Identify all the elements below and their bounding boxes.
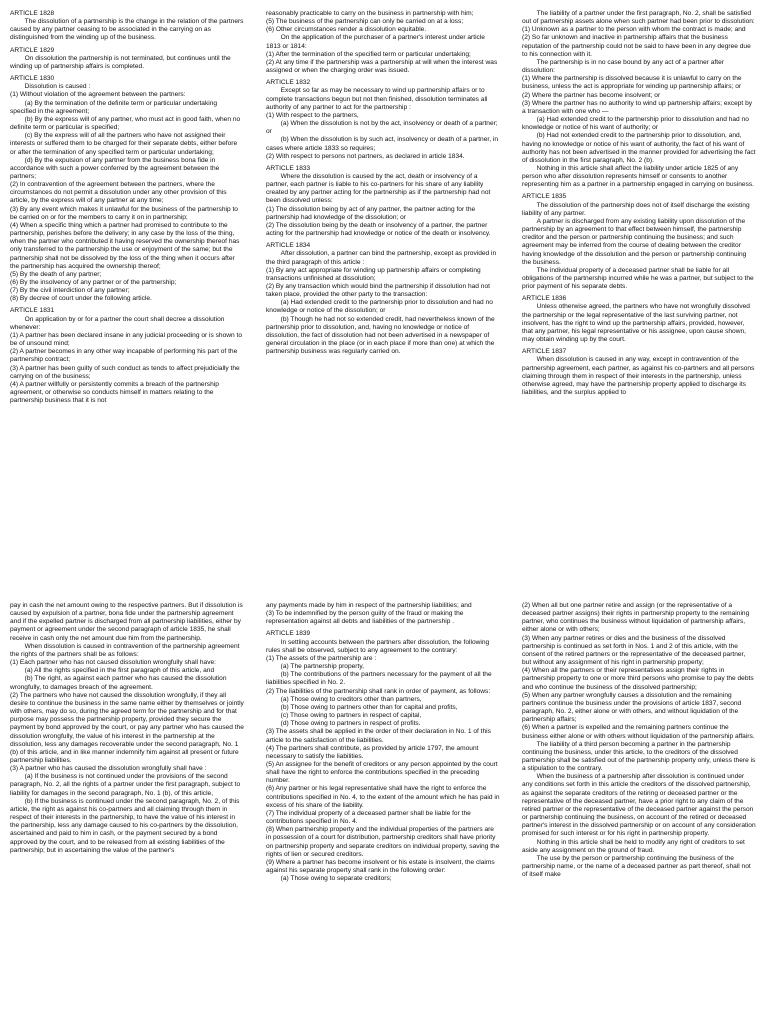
paragraph: The dissolution of a partnership is the change in the relation of the partners caused by any partner ceasing to be associated in the carrying on as distinguished from the winding up of the business. — [10, 18, 246, 42]
paragraph: After dissolution, a partner can bind the partnership, except as provided in the third paragraph of this article : — [266, 250, 499, 266]
paragraph: (1) With respect to the partners, — [266, 111, 359, 119]
paragraph: (a) The partnership property, — [266, 663, 364, 671]
paragraph: (5) By the death of any partner; — [10, 270, 102, 278]
text-column-6 — [512, 602, 768, 1016]
paragraph: (2) The dissolution being by the death or insolvency of a partner, the partner acting for the partnership had knowledge or notice of the death or insolvency. — [266, 221, 491, 238]
paragraph: (a) Had extended credit to the partnership prior to dissolution and had no knowledge or notice of the dissolution; or — [266, 299, 495, 315]
paragraph: (1) Without violation of the agreement between the partners: — [10, 91, 186, 99]
paragraph: (1) By any act appropriate for winding up partnership affairs or completing transactions unfinished at dissolution; — [266, 266, 483, 282]
paragraph: (b) By the express will of any partner, who must act in good faith, when no definite term or particular is specified; — [10, 115, 243, 132]
paragraph: Dissolution is caused : — [10, 83, 91, 91]
paragraph: (b) The contributions of the partners necessary for the payment of all the liabilities specified in No. 2. — [266, 671, 494, 687]
paragraph: (a) When the dissolution is not by the act, insolvency or death of a partner; or — [266, 120, 500, 136]
text-column-3 — [512, 10, 768, 582]
paragraph: (3) By any event which makes it unlawful for the business of the partnership to be carried on or for the members to carry it on in partnership; — [10, 205, 240, 221]
paragraph: (b) The right, as against each partner who has caused the dissolution wrongfully, to damages breach of the agreement. — [10, 675, 229, 691]
paragraph: (3) To be indemnified by the person guilty of the fraud or making the representation against all debts and liabilities of the partnership . — [266, 610, 466, 626]
paragraph: (2) When all but one partner retire and assign (or the representative of a deceased partner assigns) their rights in partnership property to the remaining partner, who continues the business without liquidation of partnership affairs, either alone or with others; — [522, 602, 752, 634]
paragraph: The dissolution of the partnership does not of itself discharge the existing liability of any partner. — [522, 201, 752, 217]
article-heading: ARTICLE 1830 — [10, 75, 55, 83]
paragraph: Nothing in this article shall affect the liability under article 1825 of any person who after dissolution represents himself or consents to another representing him as a partner in a partnership engaged in carrying on business. — [522, 164, 755, 189]
text-column-2 — [256, 10, 512, 582]
paragraph: (6) By the insolvency of any partner or of the partnership; — [10, 279, 177, 286]
article-heading: ARTICLE 1832 — [266, 79, 311, 87]
paragraph: The liability of a third person becoming a partner in the partnership continuing the business, under this article, to the creditors of the dissolved partnership shall be satisfied out of the partnership property only, unless there is a stipulation to the contrary. — [522, 740, 758, 773]
paragraph: The use by the person or partnership continuing the business of the partnership name, or the name of a deceased partner as part thereof, shall not of itself make — [522, 854, 753, 879]
paragraph: When dissolution is caused in any way, except in contravention of the partnership agreement, each partner, as against his co-partners and all persons claiming through them in respect of their interests in the partnership, unless otherwise agreed, may have the partnership property applied to discharge its liabilities, and the surplus applied to — [522, 356, 757, 397]
paragraph: When the business of a partnership after dissolution is continued under any conditions set forth in this article the creditors of the dissolved partnership, as against the separate creditors of the retiring or deceased partner or the representative of the deceased partner, have a prior right to any claim of the retired partner or the representative of the deceased partner against the person or partnership continuing the business, on account of the retired or deceased partner's interest in the dissolved partnership or on account of any consideration promised for such interest or for his right in partnership property. — [522, 773, 758, 838]
paragraph: (2) By any transaction which would bind the partnership if dissolution had not taken place, provided the other party to the transaction: — [266, 283, 492, 299]
paragraph: (1) The assets of the partnership are : — [266, 654, 377, 662]
paragraph: (8) By decree of court under the following article. — [10, 295, 152, 303]
paragraph: (a) Those owing to separate creditors; — [266, 875, 392, 883]
paragraph: (a) All the rights specified in the first paragraph of this article, and — [10, 667, 215, 675]
paragraph: (2) At any time if the partnership was a partnership at will when the interest was assigned or when the charging order was issued. — [266, 58, 500, 75]
paragraph: The partnership is in no case bound by any act of a partner after dissolution: — [522, 58, 726, 75]
paragraph: (2) The partners who have not caused the dissolution wrongfully, if they all desire to continue the business in the same name either by themselves or jointly with others, may do so, during the agreed term for the partnership and for that purpose may possess the partnership property, provided they secure the payment by bond approved by the court, or pay any partner who has caused the dissolution wrongfully, the value of his interest in the partnership at the dissolution, less any damages recoverable under the second paragraph, No. 1 (b) of this article, and in like manner indemnify him against all present or future partnership liabilities. — [10, 691, 246, 764]
article-heading: ARTICLE 1835 — [522, 193, 567, 201]
paragraph: (6) Other circumstances render a dissolution equitable. — [266, 26, 427, 34]
paragraph: (a) Had extended credit to the partnership prior to dissolution and had no knowledge or notice of his want of authority; or — [522, 116, 751, 132]
paragraph: (a) Those owing to creditors other than partners, — [266, 695, 422, 703]
page-top-half — [0, 10, 768, 582]
paragraph: Where the dissolution is caused by the act, death or insolvency of a partner, each partner is liable to his co-partners for his share of any liability created by any partner acting for the partnership as if the partnership had not been dissolved unless: — [266, 172, 493, 205]
paragraph: (b) When the dissolution is by such act, insolvency or death of a partner, in cases where article 1833 so requires; — [266, 136, 500, 152]
article-heading: ARTICLE 1829 — [10, 46, 55, 54]
paragraph: (a) If the business is not continued under the provisions of the second paragraph, No. 2, all the rights of a partner under the first paragraph, subject to liability for damages in the second paragraph, No. 1 (b), of this article, — [10, 773, 243, 797]
paragraph: (1) The dissolution being by act of any partner, the partner acting for the partnership had knowledge of the dissolution; or — [266, 205, 478, 221]
paragraph: (9) Where a partner has become insolvent or his estate is insolvent, the claims against his separate property shall rank in the following order: — [266, 858, 497, 874]
paragraph: (c) Those owing to partners in respect of capital, — [266, 712, 422, 720]
paragraph: Except so far as may be necessary to wind up partnership affairs or to complete transactions begun but not then finished, dissolution terminates all authority of any partner to act for the partnership : — [266, 87, 490, 111]
paragraph: (d) Those owing to partners in respect of profits. — [266, 720, 421, 728]
paragraph: Unless otherwise agreed, the partners who have not wrongfully dissolved the partnership or the legal representative of the last surviving partner, not insolvent, has the right to wind up the partnership affairs, provided, however, that any partner, his legal representative or his assignee, upon cause shown, may obtain winding up by the court. — [522, 303, 752, 344]
article-heading: ARTICLE 1837 — [522, 348, 567, 356]
paragraph: (d) By the expulsion of any partner from the business bona fide in accordance with such a power conferred by the agreement between the partners; — [10, 156, 222, 180]
paragraph: (1) Each partner who has not caused dissolution wrongfully shall have: — [10, 659, 216, 667]
paragraph: (5) When any partner wrongfully causes a dissolution and the remaining partners continue the business under the provisions of article 1837, second paragraph, No. 2, either alone or with others, and without liquidation of the partnership affairs; — [522, 691, 744, 724]
paragraph: (b) Those owing to partners other than for capital and profits, — [266, 703, 458, 711]
article-heading: ARTICLE 1839 — [266, 630, 311, 638]
paragraph: (2) So far unknown and inactive in partnership affairs that the business reputation of the partnership could not be said to have been in any degree due to his connection with it. — [522, 34, 753, 58]
paragraph: any payments made by him in respect of the partnership liabilities; and — [266, 602, 472, 609]
paragraph: (2) With respect to persons not partners, as declared in article 1834. — [266, 152, 465, 160]
article-heading: ARTICLE 1834 — [266, 242, 311, 250]
article-heading: ARTICLE 1836 — [522, 295, 567, 303]
paragraph: (8) When partnership property and the individual properties of the partners are in possession of a court for distribution, partnership creditors shall have priority on partnership property and separate creditors on individual property, saving the rights of lien or secured creditors. — [266, 826, 502, 858]
paragraph: (b) Though he had not so extended credit, had nevertheless known of the partnership prior to dissolution, and, having no knowledge or notice of dissolution, the fact of dissolution had not been advertised in a newspaper of general circulation in the place (or in each place if more than one) at which the partnership business was regularly carried on. — [266, 315, 497, 356]
article-heading: ARTICLE 1831 — [10, 307, 55, 315]
paragraph: (2) A partner becomes in any other way incapable of performing his part of the partnership contract; — [10, 348, 240, 364]
article-heading: ARTICLE 1828 — [10, 10, 55, 17]
paragraph: (1) After the termination of the specified term or particular undertaking; — [266, 50, 471, 58]
paragraph: reasonably practicable to carry on the business in partnership with him; — [266, 10, 474, 17]
paragraph: (1) Where the partnership is dissolved because it is unlawful to carry on the business, unless the act is appropriate for winding up partnership affairs; or — [522, 75, 744, 91]
paragraph: (3) A partner who has caused the dissolution wrongfully shall have : — [10, 765, 207, 773]
paragraph: (6) Any partner or his legal representative shall have the right to enforce the contributions specified in No. 4, to the extent of the amount which he has paid in excess of his share of the liability. — [266, 785, 502, 809]
text-column-5 — [256, 602, 512, 1016]
paragraph: A partner is discharged from any existing liability upon dissolution of the partnership by an agreement to that effect between himself, the partnership creditor and the person or partnership continuing the business; and such agreement may be inferred from the course of dealing between the creditor having knowledge of the dissolution and the person or partnership continuing the business. — [522, 217, 749, 266]
paragraph: (4) The partners shall contribute, as provided by article 1797, the amount necessary to satisfy the liabilities. — [266, 744, 481, 760]
paragraph: pay in cash the net amount owing to the respective partners. But if dissolution is caused by expulsion of a partner, bona fide under the partnership agreement and if the expelled partner is discharged from all partnership liabilities, either by payment or agreement under the second paragraph of article 1835, he shall receive in cash only the net amount due him from the partnership. — [10, 602, 245, 642]
paragraph: The individual property of a deceased partner shall be liable for all obligations of the partnership incurred while he was a partner, but subject to the prior payment of his separate debts. — [522, 266, 756, 291]
paragraph: When dissolution is caused in contravention of the partnership agreement the rights of the partners shall be as follows: — [10, 642, 242, 658]
paragraph: (5) An assignee for the benefit of creditors or any person appointed by the court shall have the right to enforce the contributions specified in the preceding number. — [266, 760, 500, 785]
paragraph: (4) When a specific thing which a partner had promised to contribute to the partnership, perishes before the delivery; in any case by the loss of the thing, when the partner who contributed it having reserved the ownership thereof has only transferred to the partnership the use or enjoyment of the same; but the partnership shall not be dissolved by the loss of the thing when it occurs after the partnership has acquired the ownership thereof; — [10, 221, 242, 270]
paragraph: (4) A partner willfully or persistently commits a breach of the partnership agreement, or otherwise so conducts himself in matters relating to the partnership business that it is not — [10, 380, 221, 405]
paragraph: (3) When any partner retires or dies and the business of the dissolved partnership is continued as set forth in Nos. 1 and 2 of this article, with the consent of the retired partners or the representative of the deceased partner, but without any assignment of his right in partnership property; — [522, 634, 748, 667]
paragraph: (c) By the express will of all the partners who have not assigned their interests or suffered them to be charged for their separate debts, either before or after the termination of any specified term or particular undertaking; — [10, 132, 239, 156]
paragraph: (6) When a partner is expelled and the remaining partners continue the business either alone or with others without liquidation of the partnership affairs. — [522, 724, 755, 740]
paragraph: (7) The individual property of a deceased partner shall be liable for the contributions specified in No. 4. — [266, 809, 473, 826]
paragraph: (b) Had not extended credit to the partnership prior to dissolution, and, having no knowledge or notice of his want of authority, the fact of his want of authority has not been advertised in the manner provided for advertising the fact of dissolution in the first paragraph, No. 2 (b). — [522, 132, 758, 164]
paragraph: On the application of the purchaser of a partner's interest under article 1813 or 1814: — [266, 34, 487, 50]
paragraph: (3) The assets shall be applied in the order of their declaration in No. 1 of this article to the satisfaction of the liabilities. — [266, 728, 493, 744]
paragraph: (2) Where the partner has become insolvent; or — [522, 91, 661, 99]
paragraph: On application by or for a partner the court shall decree a dissolution whenever: — [10, 315, 227, 331]
paragraph: (3) Where the partner has no authority to wind up partnership affairs; except by a transaction with one who — — [522, 99, 754, 115]
text-column-1 — [0, 10, 256, 582]
paragraph: (3) A partner has been guilty of such conduct as tends to affect prejudicially the carrying on of the business; — [10, 364, 242, 380]
paragraph: (b) If the business is continued under the second paragraph, No. 2, of this article, the right as against his co-partners and all claiming through them in respect of their interests in the partnership, to have the value of his interest in the partnership, less any damage caused to his co-partners by the dissolution, ascertained and paid to him in cash, or the payment secured by a bond approved by the court, and to be released from all existing liabilities of the partnership; but in ascertaining the value of the partner's — [10, 797, 242, 854]
paragraph: Nothing in this article shall be held to modify any right of creditors to set aside any assignment on the ground of fraud. — [522, 838, 747, 854]
article-heading: ARTICLE 1833 — [266, 164, 311, 172]
paragraph: (1) Unknown as a partner to the person with whom the contract is made; and — [522, 26, 746, 34]
paragraph: (1) A partner has been declared insane in any judicial proceeding or is shown to be of unsound mind; — [10, 331, 244, 348]
paragraph: (a) By the termination of the definite term or particular undertaking specified in the agreement; — [10, 99, 219, 115]
paragraph: (2) The liabilities of the partnership shall rank in order of payment, as follows: — [266, 687, 491, 695]
paragraph: (7) By the civil interdiction of any partner; — [10, 287, 130, 295]
paragraph: (4) When all the partners or their representatives assign their rights in partnership property to one or more third persons who promise to pay the debts and who continue the business of the dissolved partnership; — [522, 667, 756, 691]
page-bottom-half — [0, 602, 768, 1016]
paragraph: (2) In contravention of the agreement between the partners, where the circumstances do not permit a dissolution under any other provision of this article, by the express will of any partner at any time; — [10, 181, 229, 205]
paragraph: The liability of a partner under the first paragraph, No. 2, shall be satisfied out of partnership assets alone when such partner had been prior to dissolution: — [522, 10, 755, 26]
paragraph: On dissolution the partnership is not terminated, but continues until the winding up of partnership affairs is completed. — [10, 54, 233, 70]
paragraph: In settling accounts between the partners after dissolution, the following rules shall be observed, subject to any agreement to the contrary: — [266, 638, 492, 654]
text-column-4 — [0, 602, 256, 1016]
paragraph: (5) The business of the partnership can only be carried on at a loss; — [266, 18, 464, 26]
